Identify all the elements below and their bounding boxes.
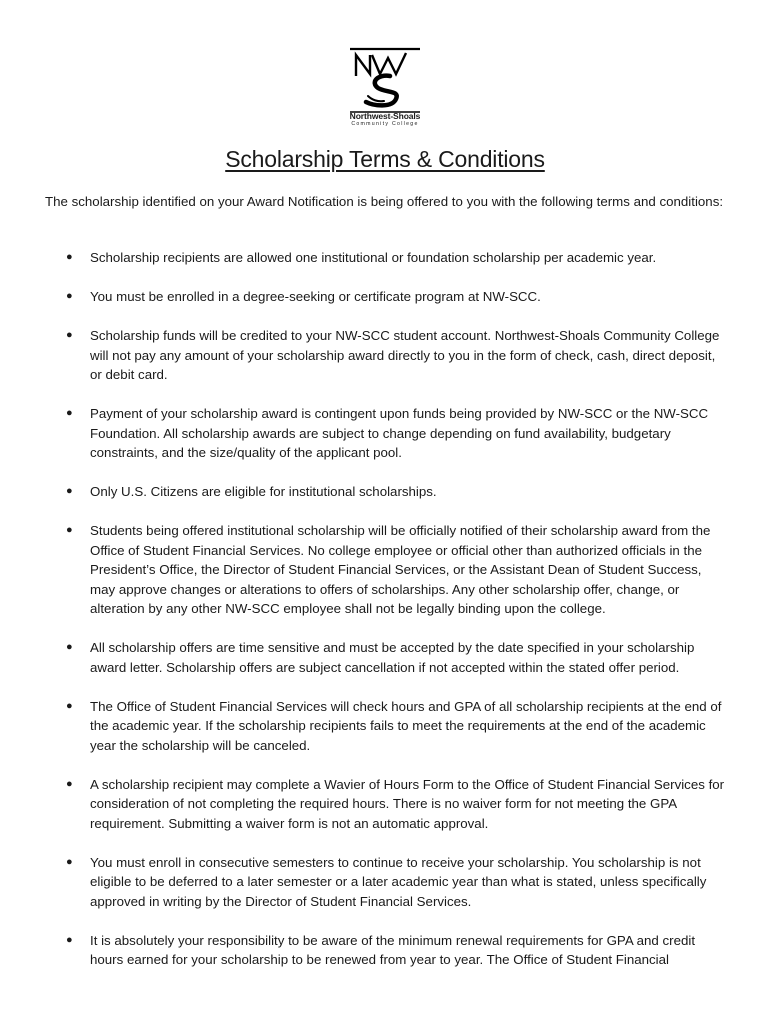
list-item-text: The Office of Student Financial Services will check hours and GPA of all scholarship recipients at the end of the academic year. If the scholarship recipients fails to meet the requirements at the end of the academic year the scholarship will be canceled. (90, 698, 722, 753)
list-item-text: Scholarship funds will be credited to your NW-SCC student account. Northwest-Shoals Community College will not pay any amount of your scholarship award directly to you in the form of check, cash, direct deposit, or debit card. (90, 328, 720, 382)
list-item (0, 287, 770, 307)
nw-logo-mark-icon (348, 46, 422, 114)
logo-college-name: Northwest-Shoals (349, 111, 421, 121)
list-item-text: You must enroll in consecutive semesters to continue to receive your scholarship. You scholarship is not eligible to be deferred to a later semester or a later academic year than what is stated, unless specifically approved in writing by the Director of Student Financial Services. (90, 854, 707, 909)
college-logo (335, 46, 435, 136)
list-item (0, 853, 770, 912)
bullet-icon: ● (66, 251, 73, 263)
bullet-icon: ● (66, 641, 73, 653)
bullet-icon: ● (66, 777, 73, 790)
list-item-text: It is absolutely your responsibility to be aware of the minimum renewal requirements for GPA and credit hours earned for your scholarship to be renewed from year to year. The Office of Student Financial (90, 932, 696, 967)
bullet-icon: ● (66, 485, 73, 497)
list-item-text: Scholarship recipients are allowed one institutional or foundation scholarship per academic year. (90, 250, 657, 265)
logo-college-subtitle: Community College (351, 121, 419, 127)
bullet-icon: ● (66, 290, 73, 302)
list-item-text: Only U.S. Citizens are eligible for institutional scholarships. (90, 484, 437, 499)
bullet-icon: ● (66, 855, 73, 868)
list-item (0, 404, 770, 463)
list-item-text: Payment of your scholarship award is contingent upon funds being provided by NW-SCC or the NW-SCC Foundation. All scholarship awards are subject to change depending on fund availability, budgetary constraints, and the size/quality of the applicant pool. (90, 406, 709, 460)
list-item-text: A scholarship recipient may complete a Wavier of Hours Form to the Office of Student Financial Services for consideration of not completing the required hours. There is no waiver form for not meeting the GPA requirement. Submitting a waiver form is not an automatic approval. (90, 776, 725, 831)
page-title: Scholarship Terms & Conditions (225, 146, 545, 172)
bullet-icon: ● (66, 699, 73, 712)
bullet-icon: ● (66, 524, 73, 536)
list-item (0, 638, 770, 677)
list-item (0, 482, 770, 502)
list-item (0, 775, 770, 834)
list-item (0, 697, 770, 756)
list-item-text: All scholarship offers are time sensitive and must be accepted by the date specified in your scholarship award letter. Scholarship offers are subject cancellation if not accepted within the stated offer period. (90, 640, 695, 675)
bullet-icon: ● (66, 407, 73, 419)
list-item-text: You must be enrolled in a degree-seeking or certificate program at NW-SCC. (90, 289, 541, 304)
list-item-text: Students being offered institutional scholarship will be officially notified of their scholarship award from the Office of Student Financial Services. No college employee or official other than authorized officials in the President’s Office, the Director of Student Financial Services, or the Assistant Dean of Student Success, may approve changes or alterations to offers of scholarships. Any other scholarship offer, change, or alteration by any other NW-SCC employee shall not be legally binding upon the college. (90, 523, 711, 616)
list-item (0, 931, 770, 970)
list-item (0, 521, 770, 619)
bullet-icon: ● (66, 933, 73, 946)
bullet-icon: ● (66, 329, 73, 341)
terms-list (0, 248, 770, 989)
list-item (0, 248, 770, 268)
intro-paragraph: The scholarship identified on your Award Notification is being offered to you with the following terms and conditions: (45, 194, 724, 209)
list-item (0, 326, 770, 385)
